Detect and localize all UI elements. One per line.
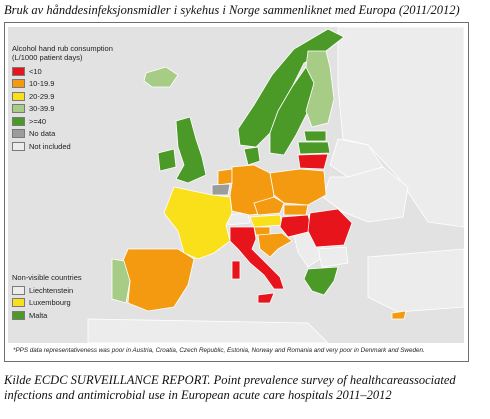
legend-item-label: Not included [29,141,71,151]
non-visible-item-swatch [12,311,25,320]
legend-item-row [12,65,142,78]
map-legend [12,44,142,153]
country-latvia [298,142,330,154]
legend-item-swatch [12,79,25,88]
country-turkey [368,249,464,312]
legend-item-swatch [12,92,25,101]
legend-item-row [12,115,142,128]
legend-item-row [12,128,142,141]
country-austria [250,215,282,227]
country-italy-sicily [258,293,274,303]
non-visible-item-label: Luxembourg [29,298,71,308]
legend-title: Alcohol hand rub consumption [12,44,113,53]
non-visible-title: Non-visible countries [12,273,82,282]
country-belgium [212,184,230,195]
country-denmark [244,147,260,165]
map-figure-frame [4,22,469,362]
country-ireland [158,149,176,171]
country-north-africa [88,319,328,343]
legend-item-row [12,78,142,91]
non-visible-item-row [12,297,142,310]
non-visible-item-label: Malta [29,310,48,320]
legend-item-label: <10 [29,66,42,76]
country-greece [304,267,338,295]
legend-item-swatch [12,129,25,138]
non-visible-countries-legend [12,273,142,322]
legend-item-label: 20-29.9 [29,91,55,101]
non-visible-item-row [12,309,142,322]
legend-item-label: No data [29,129,56,139]
country-iceland [144,67,178,87]
country-croatia [258,233,292,257]
country-romania [308,209,352,247]
non-visible-items [12,284,142,322]
legend-item-row [12,90,142,103]
country-lithuania [298,154,328,169]
legend-item-swatch [12,67,25,76]
figure-title: Bruk av hånddesinfeksjonsmidler i sykehus i Norge sammenliknet med Europa (2011/2012) [4,3,460,17]
legend-items [12,65,142,153]
country-cyprus [392,311,406,319]
non-visible-item-swatch [12,298,25,307]
non-visible-item-swatch [12,286,25,295]
legend-item-label: >=40 [29,116,47,126]
country-netherlands [218,169,232,185]
legend-item-label: 10-19.9 [29,79,55,89]
non-visible-item-row [12,284,142,297]
country-france [164,187,232,259]
legend-item-label: 30-39.9 [29,104,55,114]
country-estonia [304,131,326,141]
legend-item-swatch [12,117,25,126]
legend-item-row [12,140,142,153]
source-caption: Kilde ECDC SURVEILLANCE REPORT. Point prevalence survey of healthcareassociated infections and antimicrobial use in European acute care hospitals 2011–2012 [4,373,456,402]
country-united-kingdom [176,117,206,183]
non-visible-item-label: Liechtenstein [29,285,74,295]
legend-item-row [12,103,142,116]
map-area [8,27,464,343]
legend-item-swatch [12,104,25,113]
footnote: *PPS data representativeness was poor in Austria, Croatia, Czech Republic, Estonia, Norway and Romania and very poor in Denmark and Sweden. [13,347,425,354]
country-bulgaria [318,247,348,267]
country-slovakia [284,205,308,215]
legend-item-swatch [12,142,25,151]
legend-subtitle: (L/1000 patient days) [12,53,83,62]
country-italy-sardinia [232,261,240,279]
